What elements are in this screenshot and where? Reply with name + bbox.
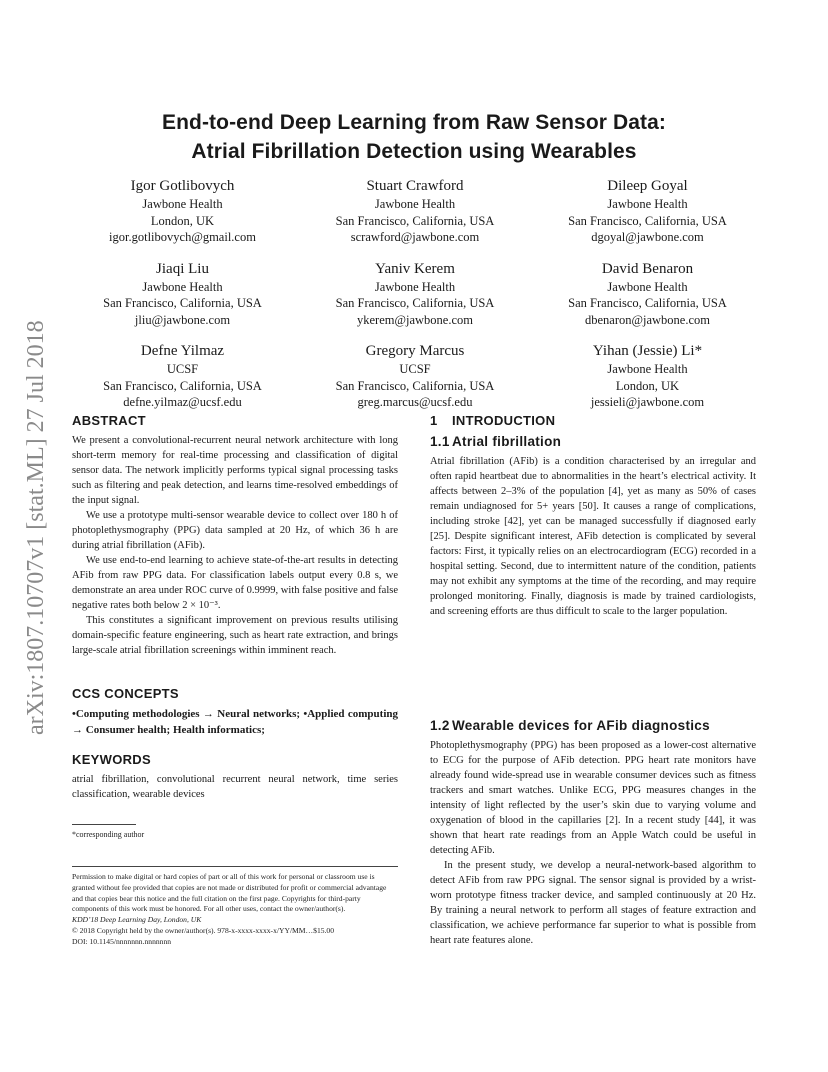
title-line-2: Atrial Fibrillation Detection using Wearables — [191, 140, 637, 163]
author-name: Yihan (Jessie) Li* — [592, 343, 703, 359]
author — [303, 261, 528, 329]
author — [303, 343, 528, 411]
author-location: San Francisco, California, USA — [335, 378, 495, 393]
author-name: Jiaqi Liu — [156, 260, 209, 277]
section-heading — [430, 413, 756, 429]
author-row — [70, 178, 760, 246]
subsection-number: 1.2 — [430, 718, 450, 733]
author-affiliation: Jawbone Health — [142, 197, 223, 211]
author-location: San Francisco, California, USA — [568, 296, 727, 310]
permission-block — [72, 872, 398, 948]
author-email: greg.marcus@ucsf.edu — [357, 395, 473, 409]
title-line-1: End-to-end Deep Learning from Raw Sensor Data: — [162, 111, 666, 134]
author — [535, 261, 760, 329]
author-affiliation: Jawbone Health — [607, 279, 688, 294]
abstract-section — [72, 413, 398, 658]
author — [70, 178, 295, 246]
arxiv-identifier: arXiv:1807.10707v1 [stat.ML] 27 Jul 2018 — [23, 320, 49, 736]
doi-line: DOI: 10.1145/nnnnnnn.nnnnnnn — [72, 936, 172, 946]
permission-divider — [72, 866, 398, 867]
author-name: Igor Gotlibovych — [130, 178, 235, 194]
copyright-line: © 2018 Copyright held by the owner/author(s). 978-x-xxxx-xxxx-x/YY/MM…$15.00 — [72, 925, 335, 935]
ccs-concepts-text: •Computing methodologies → Neural networks; •Applied computing → Consumer health; Health informatics; — [72, 708, 398, 736]
author-row — [70, 343, 760, 411]
author-affiliation: Jawbone Health — [142, 279, 223, 294]
author-email: ykerem@jawbone.com — [357, 312, 473, 327]
author-name: Yaniv Kerem — [375, 260, 455, 277]
author-email: scrawford@jawbone.com — [350, 230, 480, 244]
author-email: jessieli@jawbone.com — [590, 395, 705, 409]
subsection-heading — [430, 434, 756, 450]
author-affiliation: UCSF — [399, 362, 431, 376]
conference-name: KDD’18 Deep Learning Day, London, UK — [72, 915, 202, 925]
author-email: igor.gotlibovych@gmail.com — [109, 230, 256, 244]
permission-text: Permission to make digital or hard copies of part or all of this work for personal or classroom use is granted without fee provided that copies are not made or distributed for profit or commercial advantage and that copies bear this notice and the full citation on the first page. Copyrights for third-party components of this work must be honored. For all other uses, contact the owner/author(s). — [72, 872, 387, 914]
author — [70, 261, 295, 329]
footnote-divider — [72, 824, 136, 825]
author-name: Dileep Goyal — [607, 178, 688, 194]
author — [70, 343, 295, 411]
author-email: jliu@jawbone.com — [134, 312, 231, 327]
author-location: San Francisco, California, USA — [103, 378, 262, 393]
author — [535, 178, 760, 246]
author-email: defne.yilmaz@ucsf.edu — [123, 395, 242, 409]
introduction-section — [430, 413, 756, 619]
author — [535, 343, 760, 411]
subsection-wearables — [430, 718, 756, 948]
abstract-paragraph: This constitutes a significant improvement on previous results utilising domain-specific feature engineering, such as heart rate extraction, and brings large-scale atrial fibrillation screenings within imminent reach. — [72, 615, 398, 656]
author-email: dbenaron@jawbone.com — [584, 312, 710, 327]
author-location: San Francisco, California, USA — [103, 296, 262, 310]
author-affiliation: Jawbone Health — [607, 197, 688, 211]
footnote: *corresponding author — [72, 830, 145, 839]
body-paragraph: Photoplethysmography (PPG) has been proposed as a lower-cost alternative to ECG for the purpose of AFib detection. PPG heart rate monitors have already found wide-spread use in wearable consumer devices such as fitness trackers and smart watches. Unlike ECG, PPG measures changes in the intensity of light reflected by the user’s skin due to varying volume and oxygenation of blood in the capillaries [2]. In a recent study [44], it was shown that heart rate readings from an Apple Watch could be useful in detecting AFib. — [430, 740, 756, 856]
keywords-heading: KEYWORDS — [72, 752, 151, 767]
abstract-paragraph: We use a prototype multi-sensor wearable device to collect over 180 h of photoplethysmography (PPG) data sampled at 20 Hz, of which 36 h are during atrial fibrillation (AFib). — [72, 510, 398, 551]
author-email: dgoyal@jawbone.com — [591, 230, 704, 244]
keywords-section — [72, 752, 398, 802]
section-title: INTRODUCTION — [452, 413, 556, 428]
author-row — [70, 261, 760, 329]
abstract-paragraph: We use end-to-end learning to achieve state-of-the-art results in detecting AFib from raw PPG data. For classification labels output every 0.8 s, we demonstrate an area under ROC curve of 0.9999, with false positive and false negative rates both below 2 × 10⁻³. — [72, 555, 398, 611]
subsection-number: 1.1 — [430, 434, 450, 449]
author-location: San Francisco, California, USA — [335, 296, 495, 310]
subsection-title: Atrial fibrillation — [452, 434, 562, 449]
subsection-heading — [430, 718, 756, 734]
author — [303, 178, 528, 246]
body-paragraph: Atrial fibrillation (AFib) is a condition characterised by an irregular and often rapid heartbeat due to abnormalities in the heart’s electrical activity. It affects between 2–3% of the population [4], yet as many as 50% of cases remain undiagnosed for 5+ years [50]. It causes a range of complications, including stroke [42], yet can be managed successfully if diagnosed early [25]. Despite significant interest, AFib detection is complicated by several factors: First, it typically relies on an electrocardiogram (ECG) recorded in a hospital setting. Second, due to intermittent nature of the condition, patients may not exhibit any symptoms at the time of the recording, and may require prolonged monitoring. Finally, diagnosis is made by trained cardiologists, and screening efforts are thus difficult to scale to the larger population. — [430, 456, 756, 617]
subsection-title: Wearable devices for AFib diagnostics — [452, 718, 710, 733]
author-name: Defne Yilmaz — [140, 343, 225, 359]
author-affiliation: Jawbone Health — [374, 197, 456, 211]
abstract-heading: ABSTRACT — [72, 413, 146, 428]
author-name: Gregory Marcus — [365, 343, 465, 359]
author-name: David Benaron — [601, 260, 694, 277]
paper-title — [60, 108, 768, 166]
author-location: London, UK — [150, 213, 215, 228]
author-affiliation: Jawbone Health — [374, 279, 456, 294]
author-name: Stuart Crawford — [366, 178, 464, 194]
body-paragraph: In the present study, we develop a neural-network-based algorithm to detect AFib from raw PPG signal. The sensor signal is provided by a wrist-worn prototype fitness tracker device, and sampled continuously at 20 Hz. By training a neural network to perform all stages of feature extraction and classification, we achieve performance far superior to what is possible from heart rate features alone. — [430, 860, 756, 946]
author-location: San Francisco, California, USA — [568, 213, 727, 228]
author-location: London, UK — [615, 378, 680, 393]
keywords-text: atrial fibrillation, convolutional recurrent neural network, time series classification, wearable devices — [72, 774, 398, 800]
author-affiliation: Jawbone Health — [607, 362, 688, 376]
ccs-heading: CCS CONCEPTS — [72, 686, 179, 701]
ccs-section — [72, 686, 398, 738]
section-number: 1 — [430, 413, 438, 428]
abstract-paragraph: We present a convolutional-recurrent neural network architecture with long short-term memory for real-time processing and classification of digital sensor data. The network implicitly performs typical signal processing tasks such as filtering and peak detection, and learns time-resolved embeddings of the input signal. — [72, 435, 398, 506]
author-location: San Francisco, California, USA — [335, 213, 495, 228]
author-affiliation: UCSF — [166, 362, 199, 376]
author-block — [70, 178, 760, 426]
